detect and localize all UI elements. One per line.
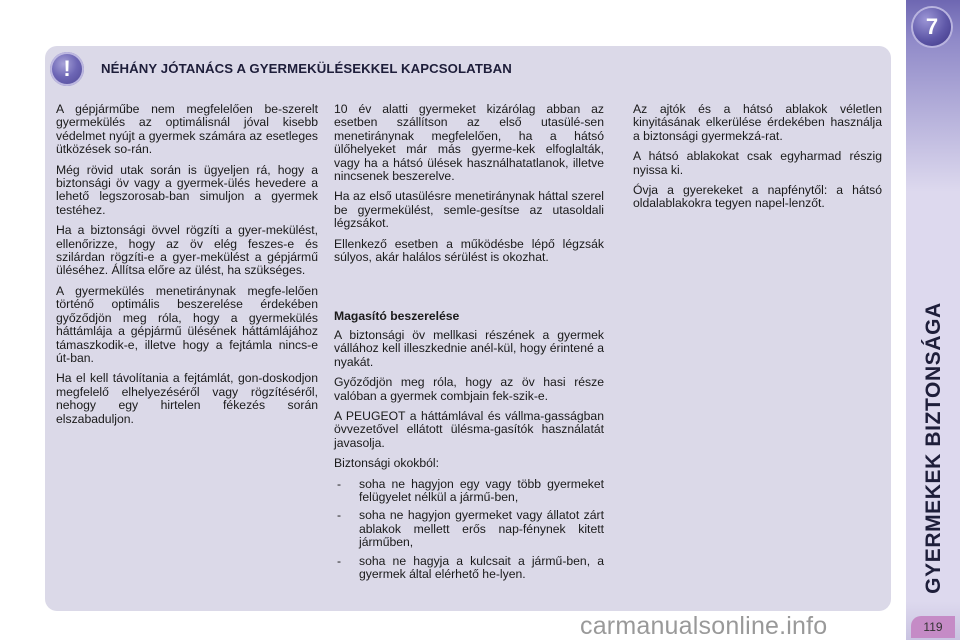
paragraph: Óvja a gyerekeket a napfénytől: a hátsó oldalablakokra tegyen napel-lenzőt. <box>633 183 882 211</box>
bullet-dash: - <box>337 476 342 491</box>
paragraph: Az ajtók és a hátsó ablakok véletlen kinyitásának elkerülése érdekében használja a biztonsági gyermekzá-rat. <box>633 102 882 143</box>
chapter-title: GYERMEKEK BIZTONSÁGA <box>922 302 945 594</box>
column-2 <box>334 103 604 586</box>
watermark: carmanualsonline.info <box>580 612 828 640</box>
chapter-number-badge: 7 <box>913 8 951 46</box>
list-item-text: soha ne hagyja a kulcsait a jármű-ben, a gyermek által elérhető he-lyen. <box>359 553 604 581</box>
bullet-list <box>334 478 604 582</box>
paragraph: Még rövid utak során is ügyeljen rá, hogy a biztonsági öv vagy a gyermek-ülés hevedere a lehető legszorosab-ban simuljon a gyermek testéhez. <box>56 162 318 217</box>
paragraph: Ha el kell távolítania a fejtámlát, gon-doskodjon megfelelő elhelyezéséről vagy rögzítéséről, nehogy egy hirtelen fékezés során elszabaduljon. <box>56 371 318 426</box>
list-item-text: soha ne hagyjon gyermeket vagy állatot zárt ablakok mellett erős nap-fénynek kitett járműben, <box>359 508 604 550</box>
paragraph: Ha a biztonsági övvel rögzíti a gyer-mekülést, ellenőrizze, hogy az öv elég feszes-e és szilárdan rögzíti-e a gyer-mekülést a gépjármű üléséhez. Állítsa előre az ülést, ha szükséges. <box>56 223 318 278</box>
bullet-dash: - <box>337 508 342 523</box>
paragraph: A gépjárműbe nem megfelelően be-szerelt gyermekülés az optimálisnál jóval kisebb védelmet nyújt a gyermek számára az esetleges ütközések so-rán. <box>56 102 318 157</box>
section-subheading: Magasító beszerelése <box>334 309 460 324</box>
paragraph: A hátsó ablakokat csak egyharmad részig nyissa ki. <box>633 149 882 177</box>
exclamation-icon: ! <box>50 52 84 86</box>
column-1 <box>56 103 318 433</box>
paragraph: A PEUGEOT a háttámlával és vállma-gasságban övvezetővel ellátott ülésma-gasítók használatát javasolja. <box>334 408 604 450</box>
paragraph: Ha az első utasülésre menetiránynak háttal szerel be gyermekülést, semle-gesítse az utasoldali légzsákot. <box>334 189 604 231</box>
paragraph: A gyermekülés menetiránynak megfe-lelően történő optimális beszerelése érdekében győződjön meg róla, hogy a gyermekülés háttámlája a gépjármű ülésének háttámlájához támaszkodik-e, illetve hogy a fejtámla nincs-e út-ban. <box>56 283 318 365</box>
paragraph: Ellenkező esetben a működésbe lépő légzsák súlyos, akár halálos sérülést is okozhat. <box>334 236 604 265</box>
list-item <box>334 509 604 549</box>
paragraph: Győződjön meg róla, hogy az öv hasi része valóban a gyermek combjain fek-szik-e. <box>334 375 604 403</box>
page-number: 119 <box>911 616 955 638</box>
paragraph: A biztonsági öv mellkasi részének a gyermek vállához kell illeszkednie anél-kül, hogy érintené a nyakát. <box>334 327 604 369</box>
column-3 <box>633 103 882 218</box>
paragraph: 10 év alatti gyermeket kizárólag abban az esetben szállítson az első utasülé-sen menetiránynak megfelelően, ha a hátsó ülőhelyeket már más gyerme-kek elfoglalták, vagy ha a hátsó ülések használhatatlanok, illetve nincsenek beszerelve. <box>334 102 604 184</box>
list-item <box>334 555 604 582</box>
paragraph: Biztonsági okokból: <box>334 456 440 471</box>
bullet-dash: - <box>337 553 342 568</box>
page-title: NÉHÁNY JÓTANÁCS A GYERMEKÜLÉSEKKEL KAPCSOLATBAN <box>101 61 512 76</box>
list-item-text: soha ne hagyjon egy vagy több gyermeket felügyelet nélkül a jármű-ben, <box>359 476 604 504</box>
list-item <box>334 478 604 505</box>
chapter-title-wrap <box>914 283 954 613</box>
